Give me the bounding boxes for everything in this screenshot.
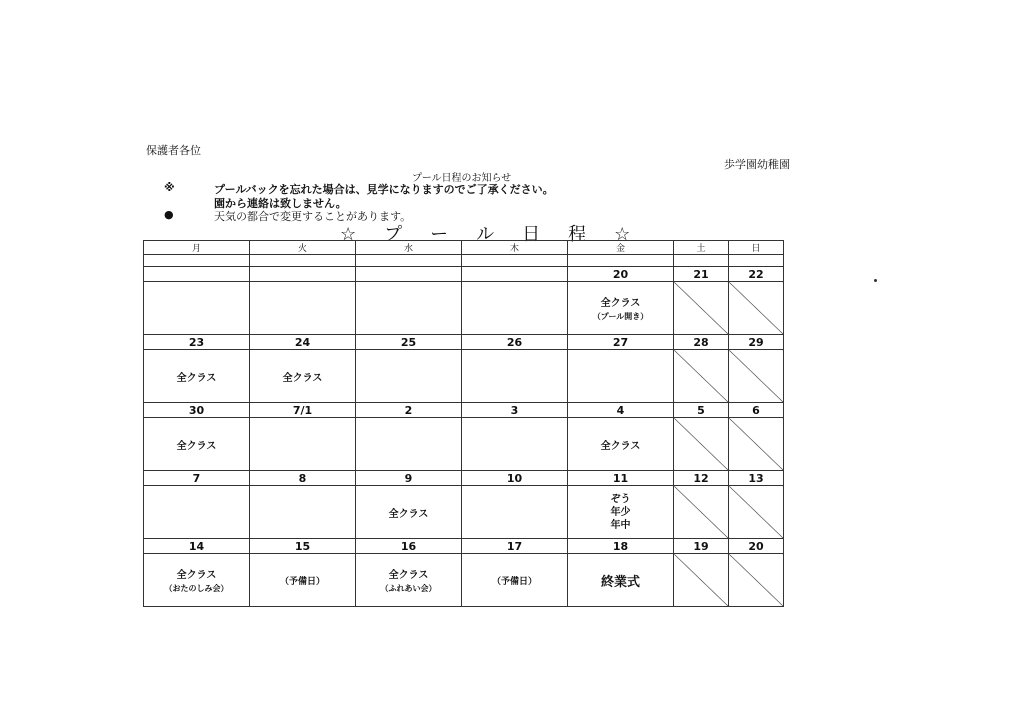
date-row [144, 471, 784, 486]
date-number: 17 [462, 539, 568, 554]
date-number [250, 267, 356, 282]
school-name: 歩学園幼稚園 [724, 158, 790, 171]
schedule-cell [568, 554, 674, 607]
date-number: 13 [729, 471, 784, 486]
spacer-row [144, 255, 784, 267]
schedule-cell [462, 418, 568, 471]
weekend-crossed-cell [674, 282, 729, 335]
note-mark: ※ [164, 181, 175, 194]
schedule-cell [144, 418, 250, 471]
spacer-cell [674, 255, 729, 267]
weekday-header [144, 241, 784, 255]
date-number: 23 [144, 335, 250, 350]
date-number: 29 [729, 335, 784, 350]
date-number: 11 [568, 471, 674, 486]
schedule-cell [568, 418, 674, 471]
weekday-label: 木 [462, 241, 568, 255]
date-number: 18 [568, 539, 674, 554]
date-number: 7/1 [250, 403, 356, 418]
schedule-cell [356, 282, 462, 335]
schedule-cell [462, 554, 568, 607]
notice-title: プール日程のお知らせ [412, 173, 512, 184]
title-char: ル [476, 224, 495, 245]
date-number: 20 [729, 539, 784, 554]
event-label: （プール開き） [592, 312, 649, 321]
schedule-row [144, 486, 784, 539]
star-icon: ☆ [340, 224, 357, 245]
pool-calendar [143, 240, 784, 607]
date-number: 22 [729, 267, 784, 282]
schedule-row [144, 418, 784, 471]
date-number: 10 [462, 471, 568, 486]
event-label: （ふれあい会） [380, 584, 437, 593]
schedule-cell [144, 282, 250, 335]
date-number: 6 [729, 403, 784, 418]
date-number: 27 [568, 335, 674, 350]
date-number: 14 [144, 539, 250, 554]
class-label: 全クラス [176, 440, 217, 452]
weekend-crossed-cell [674, 350, 729, 403]
date-number [144, 267, 250, 282]
weekday-label: 日 [729, 241, 784, 255]
bullet-icon: ● [164, 208, 174, 221]
weekend-crossed-cell [729, 554, 784, 607]
weekend-crossed-cell [729, 350, 784, 403]
schedule-cell [462, 282, 568, 335]
schedule-cell [356, 554, 462, 607]
schedule-cell [250, 350, 356, 403]
date-number: 3 [462, 403, 568, 418]
schedule-cell [568, 486, 674, 539]
title-char: プ [384, 224, 403, 245]
schedule-row [144, 350, 784, 403]
spacer-cell [568, 255, 674, 267]
spacer-cell [144, 255, 250, 267]
date-number: 21 [674, 267, 729, 282]
class-list [568, 493, 673, 532]
weekday-label: 水 [356, 241, 462, 255]
schedule-cell [462, 486, 568, 539]
date-number: 5 [674, 403, 729, 418]
spacer-cell [356, 255, 462, 267]
note-text: 天気の都合で変更することがあります。 [214, 210, 412, 223]
schedule-cell [356, 486, 462, 539]
date-row [144, 335, 784, 350]
title-char: 程 [568, 224, 587, 245]
schedule-cell [250, 486, 356, 539]
schedule-cell [250, 554, 356, 607]
weekend-crossed-cell [674, 418, 729, 471]
reserve-day-label: （予備日） [491, 576, 537, 587]
weekend-crossed-cell [729, 418, 784, 471]
schedule-cell [144, 554, 250, 607]
schedule-cell [250, 282, 356, 335]
schedule-cell [250, 418, 356, 471]
weekday-label: 土 [674, 241, 729, 255]
date-number: 4 [568, 403, 674, 418]
spacer-cell [462, 255, 568, 267]
date-number [462, 267, 568, 282]
class-label: 全クラス [176, 570, 217, 581]
spacer-cell [729, 255, 784, 267]
date-number: 2 [356, 403, 462, 418]
class-label: 全クラス [600, 298, 641, 309]
date-number: 19 [674, 539, 729, 554]
weekend-crossed-cell [674, 486, 729, 539]
date-number: 7 [144, 471, 250, 486]
closing-ceremony-label: 終業式 [600, 574, 640, 590]
class-label: 全クラス [282, 372, 323, 384]
class-label: 全クラス [388, 570, 429, 581]
class-name: ぞう [610, 493, 631, 505]
date-row [144, 267, 784, 282]
date-number [356, 267, 462, 282]
class-name: 年中 [610, 519, 631, 531]
stray-dot [874, 279, 877, 282]
reserve-day-label: （予備日） [279, 576, 325, 587]
date-number: 12 [674, 471, 729, 486]
schedule-cell [462, 350, 568, 403]
note-text: プールバックを忘れた場合は、見学になりますのでご了承ください。 [214, 183, 554, 196]
weekend-crossed-cell [729, 282, 784, 335]
class-label: 全クラス [176, 372, 217, 384]
class-label: 全クラス [388, 508, 429, 520]
date-number: 8 [250, 471, 356, 486]
weekday-label: 金 [568, 241, 674, 255]
date-number: 25 [356, 335, 462, 350]
schedule-row [144, 282, 784, 335]
date-number: 9 [356, 471, 462, 486]
note-text-continued: 園から連絡は致しません。 [214, 197, 347, 210]
schedule-cell [356, 418, 462, 471]
date-number: 20 [568, 267, 674, 282]
date-number: 24 [250, 335, 356, 350]
weekday-label: 火 [250, 241, 356, 255]
title-char: 日 [522, 224, 541, 245]
schedule-cell [356, 350, 462, 403]
date-number: 16 [356, 539, 462, 554]
title-char: ー [430, 224, 449, 245]
class-name: 年少 [610, 506, 631, 518]
date-number: 15 [250, 539, 356, 554]
star-icon: ☆ [614, 224, 631, 245]
class-label: 全クラス [600, 440, 641, 452]
weekday-label: 月 [144, 241, 250, 255]
schedule-cell [568, 350, 674, 403]
schedule-cell [144, 486, 250, 539]
schedule-cell [144, 350, 250, 403]
date-number: 28 [674, 335, 729, 350]
weekend-crossed-cell [729, 486, 784, 539]
date-row [144, 403, 784, 418]
schedule-cell [568, 282, 674, 335]
date-row [144, 539, 784, 554]
weekend-crossed-cell [674, 554, 729, 607]
schedule-row [144, 554, 784, 607]
addressee: 保護者各位 [146, 144, 201, 157]
date-number: 26 [462, 335, 568, 350]
spacer-cell [250, 255, 356, 267]
date-number: 30 [144, 403, 250, 418]
event-label: （おたのしみ会） [164, 584, 229, 593]
